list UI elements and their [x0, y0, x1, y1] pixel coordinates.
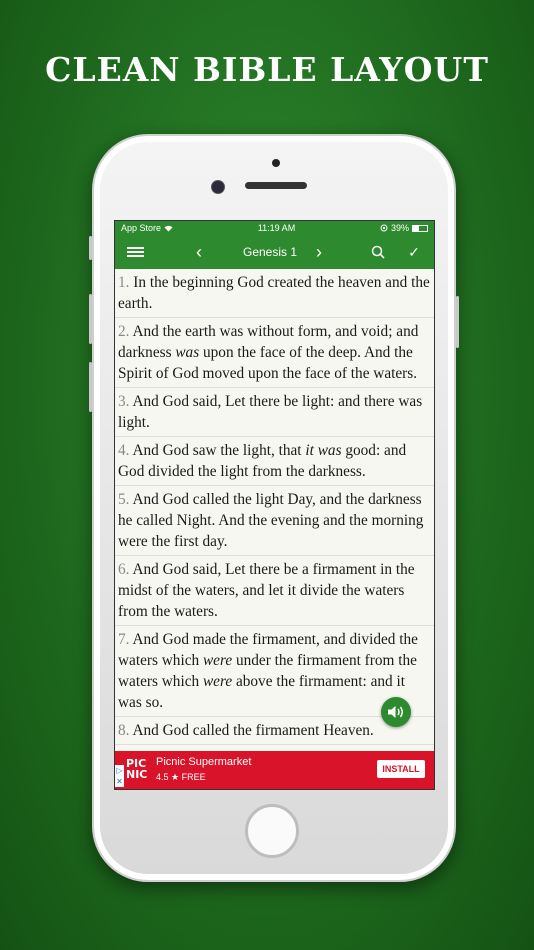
- status-bar: [115, 221, 434, 235]
- verse-number: 8.: [118, 722, 130, 739]
- verse-number: 4.: [118, 442, 130, 459]
- picnic-logo: PIC NIC: [126, 758, 154, 782]
- status-time: 11:19 AM: [257, 223, 296, 233]
- search-icon: [371, 245, 385, 259]
- menu-button[interactable]: [123, 235, 147, 269]
- earpiece-speaker: [245, 182, 307, 189]
- battery-percent: 39%: [390, 223, 409, 233]
- verse-text: were: [202, 652, 233, 669]
- verse-number: 5.: [118, 491, 130, 508]
- verse-item[interactable]: [115, 556, 434, 626]
- verse-number: 6.: [118, 561, 130, 578]
- verse-list: [115, 269, 434, 745]
- previous-chapter-button[interactable]: ‹: [196, 241, 202, 262]
- back-to-app-store[interactable]: App Store: [121, 223, 162, 233]
- verse-number: 2.: [118, 323, 130, 340]
- verse-text: And God made the firmament, and divided the waters which: [118, 631, 418, 669]
- verse-text: And the earth was without form, and void; and darkness: [118, 323, 419, 361]
- ad-app-name: Picnic Supermarket: [156, 756, 252, 768]
- orientation-lock-icon: [380, 224, 388, 232]
- verse-item[interactable]: [115, 486, 434, 556]
- volume-down-button: [89, 362, 92, 412]
- verse-text: And God said, Let there be light: and there was light.: [118, 393, 423, 431]
- verse-text: was: [175, 344, 200, 361]
- done-button[interactable]: ✓: [408, 243, 420, 260]
- verse-text: And God said, Let there be a firmament in the midst of the waters, and let it divide the waters from the waters.: [118, 561, 415, 620]
- verse-text: upon the face of the deep. And the Spirit of God moved upon the face of the waters.: [118, 344, 418, 382]
- nav-bar: [115, 235, 434, 269]
- ad-banner[interactable]: [115, 751, 434, 789]
- home-button[interactable]: [245, 804, 299, 858]
- verse-text: under the firmament from the waters which: [118, 652, 417, 690]
- verse-text: And God called the firmament Heaven.: [129, 722, 374, 739]
- hamburger-icon: [127, 245, 144, 259]
- verse-item[interactable]: [115, 269, 434, 318]
- verse-item[interactable]: [115, 437, 434, 486]
- verse-text: were: [202, 673, 233, 690]
- battery-icon: [412, 225, 428, 232]
- verse-item[interactable]: [115, 388, 434, 437]
- next-chapter-button[interactable]: ›: [316, 241, 322, 262]
- chapter-title[interactable]: Genesis 1: [242, 245, 298, 259]
- audio-play-button[interactable]: [381, 697, 411, 727]
- verse-text: In the beginning God created the heaven and the earth.: [118, 274, 430, 312]
- verse-text: And God called the light Day, and the darkness he called Night. And the evening and the morning were the first day.: [118, 491, 424, 550]
- verse-item[interactable]: [115, 318, 434, 388]
- verse-number: 3.: [118, 393, 130, 410]
- volume-up-button: [89, 294, 92, 344]
- verse-text: good: and God divided the light from the darkness.: [118, 442, 407, 480]
- speaker-icon: [387, 705, 405, 719]
- sensor-dot: [272, 159, 280, 167]
- verse-number: 1.: [118, 274, 130, 291]
- ad-install-button[interactable]: INSTALL: [377, 760, 425, 778]
- ad-choices-icon[interactable]: ▷ ✕: [116, 766, 123, 786]
- mute-switch: [89, 236, 92, 260]
- headline: CLEAN BIBLE LAYOUT: [45, 50, 489, 89]
- power-button: [456, 296, 459, 348]
- verse-number: 7.: [118, 631, 130, 648]
- ad-rating: 4.5 ★ FREE: [156, 772, 206, 782]
- app-screen: [114, 220, 435, 790]
- wifi-icon: [164, 225, 173, 232]
- verse-text: above the firmament: and it was so.: [118, 673, 406, 711]
- front-camera: [211, 180, 225, 194]
- verse-text: it was: [305, 442, 342, 459]
- star-icon: ★: [171, 772, 182, 782]
- search-button[interactable]: [366, 235, 390, 269]
- verse-text: And God saw the light, that: [129, 442, 306, 459]
